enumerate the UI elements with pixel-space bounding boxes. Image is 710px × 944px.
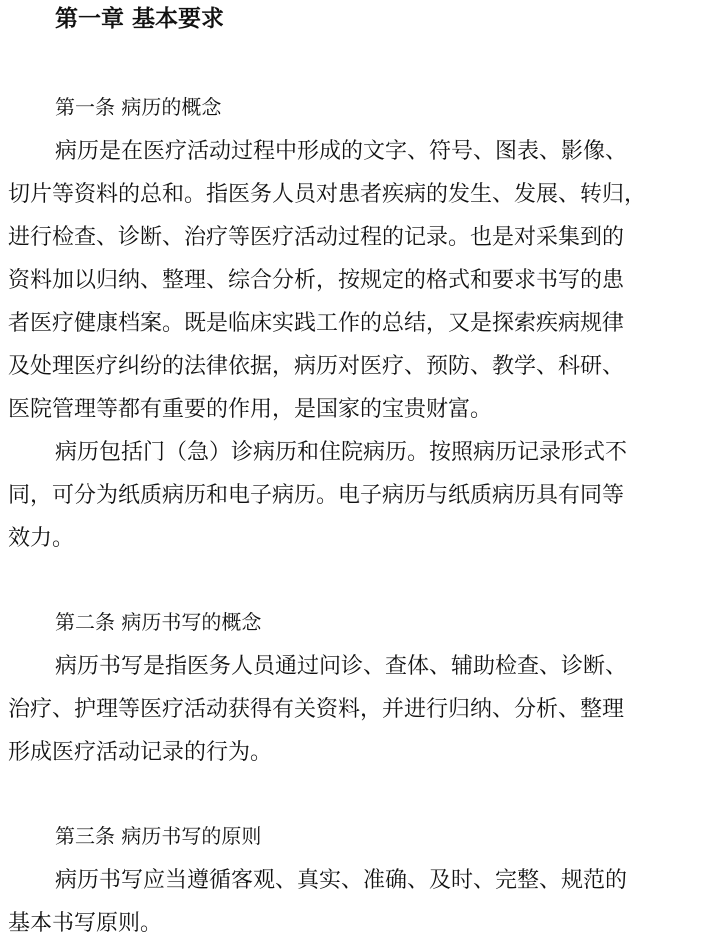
paragraph-line: 进行检查、诊断、治疗等医疗活动过程的记录。也是对采集到的 [8,225,625,250]
paragraph-line: 病历是在医疗活动过程中形成的文字、符号、图表、影像、 [55,139,628,164]
paragraph-line: 效力。 [8,526,75,551]
paragraph-line: 切片等资料的总和。指医务人员对患者疾病的发生、发展、转归， [8,182,647,207]
chapter-title: 第一章 基本要求 [55,6,225,32]
article-heading: 第三条 病历书写的原则 [55,824,262,848]
paragraph-line: 资料加以归纳、整理、综合分析，按规定的格式和要求书写的患 [8,268,625,293]
paragraph-line: 病历书写应当遵循客观、真实、准确、及时、完整、规范的 [55,868,628,893]
paragraph-line: 病历书写是指医务人员通过问诊、查体、辅助检查、诊断、 [55,654,628,679]
paragraph-line: 基本书写原则。 [8,911,163,936]
paragraph-line: 治疗、护理等医疗活动获得有关资料，并进行归纳、分析、整理 [8,697,625,722]
paragraph-line: 医院管理等都有重要的作用，是国家的宝贵财富。 [8,397,493,422]
paragraph-line: 形成医疗活动记录的行为。 [8,740,273,765]
paragraph-line: 及处理医疗纠纷的法律依据，病历对医疗、预防、教学、科研、 [8,354,625,379]
article-heading: 第二条 病历书写的概念 [55,610,262,634]
article-heading: 第一条 病历的概念 [55,95,222,119]
paragraph-line: 同，可分为纸质病历和电子病历。电子病历与纸质病历具有同等 [8,483,625,508]
paragraph-line: 者医疗健康档案。既是临床实践工作的总结，又是探索疾病规律 [8,311,625,336]
paragraph-line: 病历包括门（急）诊病历和住院病历。按照病历记录形式不 [55,440,628,465]
